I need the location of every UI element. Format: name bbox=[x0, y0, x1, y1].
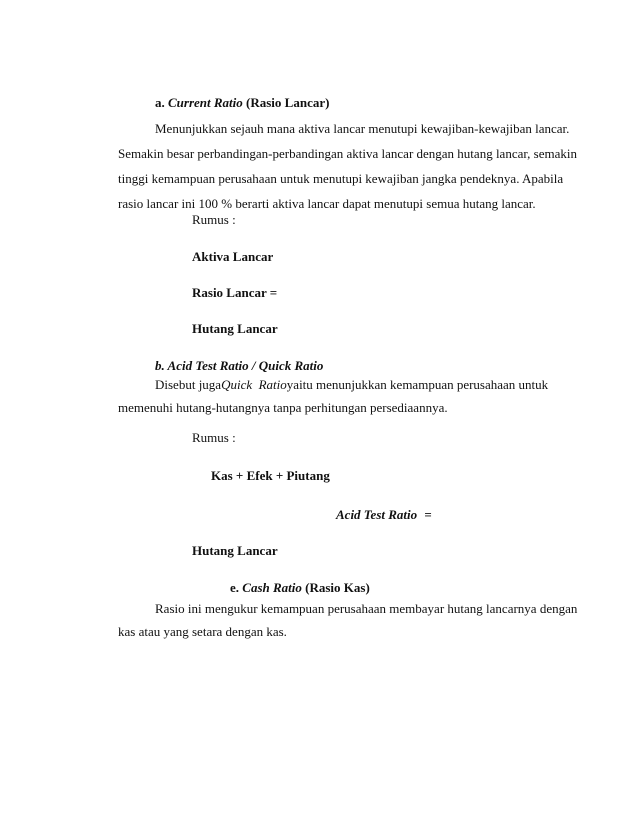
section-b-ratio-equals: = bbox=[424, 507, 432, 522]
section-a-numerator: Aktiva Lancar bbox=[192, 249, 274, 264]
section-b-line-1-italic: Quick Ratio bbox=[221, 377, 287, 392]
section-e-title-italic: Cash Ratio bbox=[242, 580, 302, 595]
section-b-line-1-pre: Disebut juga bbox=[155, 377, 222, 392]
section-b-rumus-label: Rumus : bbox=[192, 430, 236, 445]
section-b-heading: b. Acid Test Ratio / Quick Ratio bbox=[155, 358, 324, 373]
section-a-heading bbox=[155, 95, 329, 111]
section-e-title-paren: (Rasio Kas) bbox=[305, 580, 370, 595]
section-a-denominator: Hutang Lancar bbox=[192, 321, 278, 336]
section-b-line-1-post: yaitu menunjukkan kemampuan perusahaan untuk bbox=[286, 377, 549, 392]
section-e-letter: e. bbox=[230, 580, 240, 595]
section-a-title-paren: (Rasio Lancar) bbox=[246, 95, 330, 110]
section-b-line-2: memenuhi hutang-hutangnya tanpa perhitungan persediaannya. bbox=[118, 400, 448, 415]
section-b-ratio bbox=[336, 507, 432, 523]
section-a-letter: a. bbox=[155, 95, 165, 110]
section-a-line-3: tinggi kemampuan perusahaan untuk menutupi kewajiban jangka pendeknya. Apabila bbox=[118, 171, 564, 186]
section-b-line-1 bbox=[155, 377, 548, 393]
section-b-denominator: Hutang Lancar bbox=[192, 543, 278, 558]
section-b-numerator: Kas + Efek + Piutang bbox=[211, 468, 330, 483]
section-b-ratio-label: Acid Test Ratio bbox=[336, 507, 418, 522]
section-a-rumus-label: Rumus : bbox=[192, 212, 236, 227]
section-a-line-4: rasio lancar ini 100 % berarti aktiva lancar dapat menutupi semua hutang lancar. bbox=[118, 196, 536, 211]
section-e-line-2: kas atau yang setara dengan kas. bbox=[118, 624, 287, 639]
section-a-title-italic: Current Ratio bbox=[168, 95, 243, 110]
section-a-line-2: Semakin besar perbandingan-perbandingan aktiva lancar dengan hutang lancar, semakin bbox=[118, 146, 577, 161]
section-e-heading bbox=[230, 580, 370, 596]
section-a-ratio-label: Rasio Lancar = bbox=[192, 285, 278, 300]
section-a-line-1: Menunjukkan sejauh mana aktiva lancar menutupi kewajiban-kewajiban lancar. bbox=[155, 121, 570, 136]
section-e-line-1: Rasio ini mengukur kemampuan perusahaan membayar hutang lancarnya dengan bbox=[155, 601, 578, 616]
